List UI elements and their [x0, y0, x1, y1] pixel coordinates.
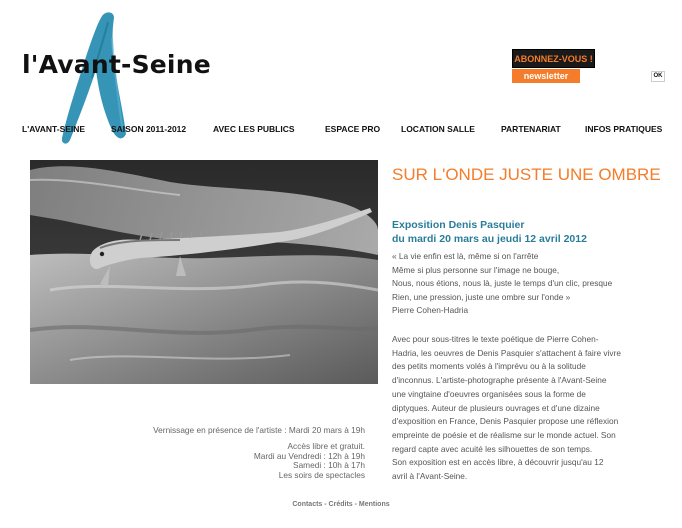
- body-line: Son exposition est en accès libre, à découvrir jusqu'au 12: [392, 457, 604, 468]
- poem-quote: [392, 250, 677, 318]
- iguana-photo-illustration: [30, 160, 378, 384]
- nav-item-espace-pro[interactable]: ESPACE PRO: [325, 124, 381, 134]
- body-line: une vingtaine d'oeuvres organisées sous la forme de: [392, 388, 586, 399]
- poem-line: Rien, une pression, juste une ombre sur l'onde »: [392, 291, 571, 302]
- body-line: d'exposition en France, Denis Pasquier propose une réflexion: [392, 416, 619, 427]
- article-body: [392, 333, 677, 484]
- body-line: des petits moments volés à l'imprévu ou à la solitude: [392, 361, 586, 372]
- access-info: [60, 442, 365, 480]
- body-line: d'inconnus. L'artiste-photographe présente à l'Avant-Seine: [392, 375, 607, 386]
- poem-line: Nous, nous étions, nous là, juste le temps d'un clic, presque: [392, 278, 613, 288]
- nav-item-partenariat[interactable]: PARTENARIAT: [501, 124, 561, 134]
- nav-item-infos-pratiques[interactable]: INFOS PRATIQUES: [585, 124, 663, 134]
- footer-link-credits[interactable]: Crédits: [328, 501, 353, 508]
- poem-line: Même si plus personne sur l'image ne bouge,: [392, 264, 560, 275]
- footer-link-mentions[interactable]: Mentions: [358, 501, 390, 508]
- body-line: Hadria, les oeuvres de Denis Pasquier s'attachent à faire vivre: [392, 347, 621, 358]
- footer-link-contacts[interactable]: Contacts: [292, 501, 323, 508]
- access-line: Mardi au Vendredi : 12h à 19h: [253, 450, 365, 461]
- access-line: Samedi : 10h à 17h: [293, 460, 365, 470]
- newsletter-ok-button[interactable]: OK: [651, 71, 665, 82]
- subscribe-button[interactable]: ABONNEZ-VOUS !: [512, 49, 595, 68]
- vernissage-info: Vernissage en présence de l'artiste : Mardi 20 mars à 19h: [153, 425, 365, 435]
- nav-item-saison[interactable]: SAISON 2011-2012: [111, 124, 187, 134]
- nav-item-lavant-seine[interactable]: L'AVANT-SEINE: [22, 124, 86, 134]
- footer-separator: -: [322, 501, 329, 508]
- logo-text: l'Avant-Seine: [22, 50, 211, 79]
- body-line: empreinte de poésie et de réalisme sur le monde actuel. Son: [392, 429, 616, 440]
- poem-author: Pierre Cohen-Hadria: [392, 305, 469, 315]
- poem-line: « La vie enfin est là, même si on l'arrête: [392, 251, 539, 261]
- body-line: Avec pour sous-titres le texte poétique de Pierre Cohen-: [392, 334, 599, 344]
- exhibition-photo: [30, 160, 378, 384]
- nav-item-publics[interactable]: AVEC LES PUBLICS: [213, 124, 295, 134]
- newsletter-button[interactable]: newsletter: [512, 69, 580, 83]
- access-line: Accès libre et gratuit.: [287, 441, 365, 451]
- body-line: avril à l'Avant-Seine.: [392, 471, 468, 482]
- article-title: SUR L'ONDE JUSTE UNE OMBRE: [392, 165, 661, 184]
- main-nav: [0, 124, 682, 138]
- access-line: Les soirs de spectacles: [278, 469, 365, 480]
- body-line: regard capte avec acuité les silhouettes de son temps.: [392, 443, 593, 454]
- footer-separator: -: [352, 501, 359, 508]
- body-line: diptyques. Auteur de plusieurs ouvrages et d'une dizaine: [392, 402, 600, 413]
- footer-links: [0, 501, 682, 508]
- subtitle-line-dates: du mardi 20 mars au jeudi 12 avril 2012: [392, 233, 587, 245]
- nav-item-location-salle[interactable]: LOCATION SALLE: [401, 124, 475, 134]
- article-subtitle: [392, 218, 672, 246]
- subtitle-line-exposition: Exposition Denis Pasquier: [392, 219, 525, 231]
